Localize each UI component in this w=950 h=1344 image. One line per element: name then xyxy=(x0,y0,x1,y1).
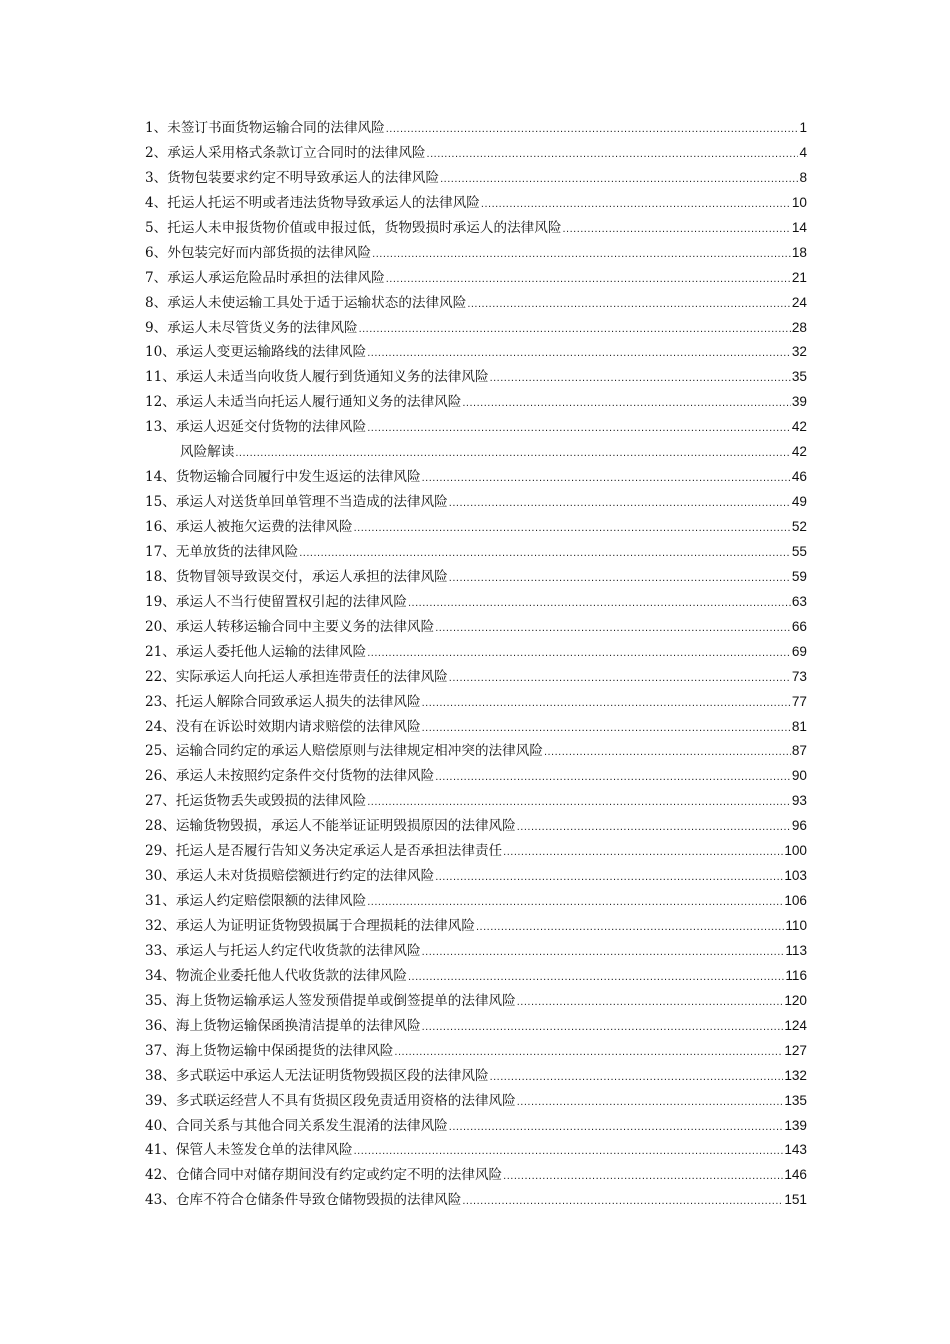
toc-entry[interactable] xyxy=(145,939,807,964)
toc-entry[interactable] xyxy=(145,590,807,615)
toc-entry[interactable] xyxy=(145,715,807,740)
toc-entry-title: 承运人委托他人运输的法律风险 xyxy=(175,643,367,660)
toc-entry-number: 33、 xyxy=(145,942,176,959)
toc-entry[interactable] xyxy=(145,640,807,665)
toc-entry[interactable] xyxy=(145,1163,807,1188)
toc-entry-number: 40、 xyxy=(145,1117,176,1134)
toc-page-number: 66 xyxy=(791,618,807,634)
toc-entry-number: 18、 xyxy=(145,568,176,585)
toc-dot-leader xyxy=(435,622,791,634)
toc-entry[interactable] xyxy=(145,764,807,789)
toc-entry-title: 托运人未申报货物价值或申报过低，货物毁损时承运人的法律风险 xyxy=(167,219,562,236)
toc-page-number: 39 xyxy=(791,394,807,410)
toc-entry-number: 32、 xyxy=(145,918,176,934)
toc-entry-title: 托运货物丢失或毁损的法律风险 xyxy=(175,793,367,810)
toc-entry[interactable] xyxy=(145,1014,807,1039)
toc-dot-leader xyxy=(367,422,791,434)
toc-entry-title: 未签订书面货物运输合同的法律风险 xyxy=(167,120,385,136)
toc-entry-number: 13、 xyxy=(145,419,176,436)
toc-entry-number: 27、 xyxy=(145,793,176,810)
toc-entry-number: 11、 xyxy=(145,369,176,386)
toc-entry-number: 28、 xyxy=(145,818,176,835)
toc-dot-leader xyxy=(367,347,791,359)
toc-entry-number: 29、 xyxy=(145,843,176,860)
toc-entry-number: 42、 xyxy=(145,1167,176,1184)
toc-dot-leader xyxy=(367,796,791,808)
toc-entry[interactable] xyxy=(145,665,807,690)
toc-dot-leader xyxy=(386,123,799,135)
toc-entry-title: 承运人未对货损赔偿额进行约定的法律风险 xyxy=(175,868,435,885)
toc-page-number: 69 xyxy=(791,643,807,659)
toc-entry[interactable] xyxy=(145,565,807,590)
toc-page-number: 106 xyxy=(784,893,807,909)
toc-entry-title: 承运人未尽管货义务的法律风险 xyxy=(167,319,358,336)
toc-entry[interactable] xyxy=(145,989,807,1014)
toc-entry-title: 承运人为证明证货物毁损属于合理损耗的法律风险 xyxy=(175,918,475,934)
toc-entry-title: 承运人迟延交付货物的法律风险 xyxy=(175,419,367,436)
toc-dot-leader xyxy=(435,871,783,883)
toc-entry-title: 物流企业委托他人代收货款的法律风险 xyxy=(175,967,407,984)
toc-entry[interactable] xyxy=(145,814,807,839)
toc-entry-number: 15、 xyxy=(145,494,176,511)
toc-dot-leader xyxy=(490,1071,784,1083)
toc-dot-leader xyxy=(503,846,783,858)
toc-entry-number: 24、 xyxy=(145,718,176,735)
toc-entry-title: 承运人未使运输工具处于适于运输状态的法律风险 xyxy=(167,294,467,311)
toc-page-number: 32 xyxy=(791,344,807,360)
toc-entry[interactable] xyxy=(145,1114,807,1139)
toc-dot-leader xyxy=(467,298,791,310)
toc-entry-number: 34、 xyxy=(145,967,176,984)
toc-entry-number: 12、 xyxy=(145,394,176,411)
table-of-contents xyxy=(145,116,807,1213)
toc-entry-number: 22、 xyxy=(145,668,176,685)
toc-dot-leader xyxy=(235,447,791,459)
toc-dot-leader xyxy=(462,1195,783,1207)
toc-dot-leader xyxy=(422,722,791,734)
toc-dot-leader xyxy=(503,1170,783,1182)
toc-entry[interactable] xyxy=(145,1089,807,1114)
toc-entry-number: 5、 xyxy=(145,219,168,236)
toc-entry-number: 9、 xyxy=(145,319,168,336)
toc-page-number: 35 xyxy=(791,369,807,385)
toc-entry[interactable] xyxy=(145,964,807,989)
toc-entry-number: 35、 xyxy=(145,992,176,1009)
toc-page-number: 59 xyxy=(791,568,807,584)
toc-entry-title: 承运人承运危险品时承担的法律风险 xyxy=(167,269,385,286)
toc-dot-leader xyxy=(422,472,791,484)
toc-entry[interactable] xyxy=(145,241,807,266)
toc-page-number: 24 xyxy=(791,294,807,310)
toc-entry-number: 3、 xyxy=(145,169,168,186)
toc-entry-title: 保管人未签发仓单的法律风险 xyxy=(175,1142,353,1159)
toc-entry-number: 4、 xyxy=(145,194,168,211)
toc-entry[interactable] xyxy=(145,415,807,440)
toc-entry-title: 托运人是否履行告知义务决定承运人是否承担法律责任 xyxy=(175,843,503,860)
toc-entry-number: 6、 xyxy=(145,244,168,261)
toc-entry-number: 30、 xyxy=(145,868,176,885)
toc-entry-title: 实际承运人向托运人承担连带责任的法律风险 xyxy=(175,668,448,685)
toc-entry[interactable] xyxy=(145,365,807,390)
toc-entry-number: 19、 xyxy=(145,593,176,610)
toc-entry[interactable] xyxy=(145,141,807,166)
toc-page-number: 73 xyxy=(791,668,807,684)
toc-entry-number: 26、 xyxy=(145,768,176,785)
toc-entry[interactable] xyxy=(145,515,807,540)
toc-page-number: 1 xyxy=(799,120,807,135)
toc-entry-title: 承运人未适当向托运人履行通知义务的法律风险 xyxy=(175,394,462,411)
toc-entry[interactable] xyxy=(145,340,807,365)
toc-page-number: 151 xyxy=(784,1192,807,1208)
toc-entry-title: 承运人对送货单回单管理不当造成的法律风险 xyxy=(175,494,448,511)
toc-entry-title: 没有在诉讼时效期内请求赔偿的法律风险 xyxy=(175,718,421,735)
toc-dot-leader xyxy=(435,771,791,783)
toc-entry-number: 38、 xyxy=(145,1067,176,1084)
toc-entry-number: 14、 xyxy=(145,469,176,486)
toc-dot-leader xyxy=(562,223,790,235)
toc-dot-leader xyxy=(427,148,799,160)
toc-entry-title: 承运人与托运人约定代收货款的法律风险 xyxy=(175,942,421,959)
toc-dot-leader xyxy=(367,896,783,908)
toc-page-number: 42 xyxy=(791,419,807,435)
toc-dot-leader xyxy=(544,746,791,758)
toc-entry-title: 承运人约定赔偿限额的法律风险 xyxy=(175,893,367,910)
toc-entry-title: 多式联运经营人不具有货损区段免责适用资格的法律风险 xyxy=(175,1092,516,1109)
toc-entry[interactable] xyxy=(145,1188,807,1213)
toc-dot-leader xyxy=(440,173,798,185)
toc-page-number: 63 xyxy=(791,593,807,609)
toc-entry[interactable] xyxy=(145,1064,807,1089)
toc-entry[interactable] xyxy=(145,690,807,715)
toc-dot-leader xyxy=(299,547,791,559)
toc-entry-title: 海上货物运输承运人签发预借提单或倒签提单的法律风险 xyxy=(175,992,516,1009)
toc-entry-number: 20、 xyxy=(145,618,176,635)
toc-entry-number: 21、 xyxy=(145,643,176,660)
toc-entry[interactable] xyxy=(145,216,807,241)
toc-page-number: 146 xyxy=(784,1167,807,1183)
toc-entry[interactable] xyxy=(145,889,807,914)
toc-page-number: 42 xyxy=(791,444,807,460)
toc-dot-leader xyxy=(517,996,784,1008)
toc-dot-leader xyxy=(394,1046,783,1058)
toc-page-number: 81 xyxy=(791,718,807,734)
toc-entry[interactable] xyxy=(145,739,807,764)
toc-page-number: 21 xyxy=(791,269,807,285)
toc-page-number: 49 xyxy=(791,494,807,510)
toc-entry[interactable] xyxy=(145,1039,807,1064)
toc-page-number: 96 xyxy=(791,818,807,834)
toc-page-number: 132 xyxy=(784,1067,807,1083)
toc-dot-leader xyxy=(517,1096,784,1108)
toc-dot-leader xyxy=(408,597,791,609)
toc-page-number: 135 xyxy=(784,1092,807,1108)
toc-page-number: 139 xyxy=(784,1117,807,1133)
toc-entry-title: 承运人不当行使留置权引起的法律风险 xyxy=(175,593,407,610)
toc-entry-title: 仓储合同中对储存期间没有约定或约定不明的法律风险 xyxy=(175,1167,503,1184)
toc-page-number: 77 xyxy=(791,693,807,709)
toc-dot-leader xyxy=(386,273,791,285)
toc-page-number: 55 xyxy=(791,543,807,559)
toc-page-number: 103 xyxy=(784,868,807,884)
toc-dot-leader xyxy=(481,198,791,210)
toc-entry[interactable] xyxy=(145,490,807,515)
toc-entry-title: 承运人转移运输合同中主要义务的法律风险 xyxy=(175,618,435,635)
toc-entry-number: 31、 xyxy=(145,893,176,910)
toc-entry-title: 货物运输合同履行中发生返运的法律风险 xyxy=(175,469,421,486)
toc-entry-number: 43、 xyxy=(145,1192,176,1209)
toc-entry[interactable] xyxy=(145,116,807,141)
toc-page-number: 113 xyxy=(785,942,807,958)
toc-entry-number: 41、 xyxy=(145,1142,176,1159)
toc-entry-title: 风险解读 xyxy=(180,444,235,461)
toc-entry-title: 外包装完好而内部货损的法律风险 xyxy=(167,244,372,261)
toc-entry-title: 货物冒领导致误交付，承运人承担的法律风险 xyxy=(175,568,448,585)
toc-entry-number: 8、 xyxy=(145,294,168,311)
toc-page-number: 90 xyxy=(791,768,807,784)
toc-dot-leader xyxy=(490,372,791,384)
toc-page-number: 127 xyxy=(784,1042,807,1058)
toc-entry-title: 托运人解除合同致承运人损失的法律风险 xyxy=(175,693,421,710)
toc-entry-number: 2、 xyxy=(145,144,168,161)
toc-entry-title: 仓库不符合仓储条件导致仓储物毁损的法律风险 xyxy=(175,1192,462,1209)
toc-entry[interactable] xyxy=(145,1138,807,1163)
toc-dot-leader xyxy=(422,697,791,709)
toc-entry[interactable] xyxy=(145,390,807,415)
toc-entry[interactable] xyxy=(145,291,807,316)
toc-entry-title: 承运人未按照约定条件交付货物的法律风险 xyxy=(175,768,435,785)
toc-dot-leader xyxy=(449,1121,784,1133)
toc-dot-leader xyxy=(372,248,791,260)
toc-entry-number: 17、 xyxy=(145,543,176,560)
toc-entry[interactable] xyxy=(145,465,807,490)
toc-entry-number: 25、 xyxy=(145,743,176,760)
toc-page-number: 10 xyxy=(791,194,807,210)
toc-page-number: 18 xyxy=(791,244,807,260)
toc-entry[interactable] xyxy=(145,166,807,191)
toc-entry-title: 承运人采用格式条款订立合同时的法律风险 xyxy=(167,144,426,161)
toc-dot-leader xyxy=(354,1145,784,1157)
toc-dot-leader xyxy=(517,821,791,833)
toc-entry-number: 23、 xyxy=(145,693,176,710)
toc-entry-title: 承运人未适当向收货人履行到货通知义务的法律风险 xyxy=(175,369,489,386)
toc-entry-number: 16、 xyxy=(145,519,176,535)
toc-entry[interactable] xyxy=(145,316,807,341)
toc-entry[interactable] xyxy=(145,191,807,216)
toc-entry-title: 托运人托运不明或者违法货物导致承运人的法律风险 xyxy=(167,194,480,211)
toc-entry-title: 货物包装要求约定不明导致承运人的法律风险 xyxy=(167,169,440,186)
toc-entry[interactable] xyxy=(145,839,807,864)
toc-page-number: 52 xyxy=(791,519,807,534)
toc-dot-leader xyxy=(359,323,791,335)
toc-dot-leader xyxy=(462,397,791,409)
toc-entry[interactable] xyxy=(145,864,807,889)
toc-entry-number: 10、 xyxy=(145,344,176,361)
toc-entry[interactable] xyxy=(145,266,807,291)
toc-entry[interactable] xyxy=(145,789,807,814)
toc-page-number: 87 xyxy=(791,743,807,759)
toc-entry-number: 39、 xyxy=(145,1092,176,1109)
toc-page-number: 116 xyxy=(785,967,807,983)
toc-entry-title: 多式联运中承运人无法证明货物毁损区段的法律风险 xyxy=(175,1067,489,1084)
toc-page-number: 46 xyxy=(791,469,807,485)
toc-entry[interactable] xyxy=(145,440,807,465)
toc-dot-leader xyxy=(422,1021,784,1033)
toc-entry-title: 海上货物运输保函换清洁提单的法律风险 xyxy=(175,1017,421,1034)
toc-entry-title: 承运人变更运输路线的法律风险 xyxy=(175,344,367,361)
toc-entry[interactable] xyxy=(145,615,807,640)
toc-dot-leader xyxy=(354,522,791,534)
toc-entry[interactable] xyxy=(145,540,807,565)
toc-page-number: 4 xyxy=(799,144,807,160)
toc-entry-title: 无单放货的法律风险 xyxy=(175,543,299,560)
toc-page-number: 100 xyxy=(784,843,807,859)
toc-entry-number: 37、 xyxy=(145,1042,176,1059)
toc-page-number: 28 xyxy=(791,319,807,335)
toc-entry-title: 运输合同约定的承运人赔偿原则与法律规定相冲突的法律风险 xyxy=(175,743,543,760)
toc-entry-number: 1、 xyxy=(145,120,168,136)
toc-dot-leader xyxy=(449,672,791,684)
toc-dot-leader xyxy=(476,921,784,933)
toc-page-number: 93 xyxy=(791,793,807,809)
toc-entry-title: 承运人被拖欠运费的法律风险 xyxy=(175,519,353,535)
toc-page-number: 124 xyxy=(784,1017,807,1033)
toc-page-number: 110 xyxy=(785,918,807,933)
toc-page-number: 8 xyxy=(799,169,807,185)
toc-dot-leader xyxy=(367,647,791,659)
toc-page-number: 120 xyxy=(784,992,807,1008)
toc-entry-title: 海上货物运输中保函提货的法律风险 xyxy=(175,1042,394,1059)
toc-page-number: 143 xyxy=(784,1142,807,1158)
toc-page-number: 14 xyxy=(791,219,807,235)
toc-entry-number: 36、 xyxy=(145,1017,176,1034)
toc-entry-title: 合同关系与其他合同关系发生混淆的法律风险 xyxy=(175,1117,448,1134)
toc-entry-title: 运输货物毁损，承运人不能举证证明毁损原因的法律风险 xyxy=(175,818,516,835)
toc-entry[interactable] xyxy=(145,914,807,939)
toc-dot-leader xyxy=(449,497,791,509)
toc-dot-leader xyxy=(422,946,785,958)
toc-dot-leader xyxy=(408,971,784,983)
toc-entry-number: 7、 xyxy=(145,269,168,286)
toc-dot-leader xyxy=(449,572,791,584)
